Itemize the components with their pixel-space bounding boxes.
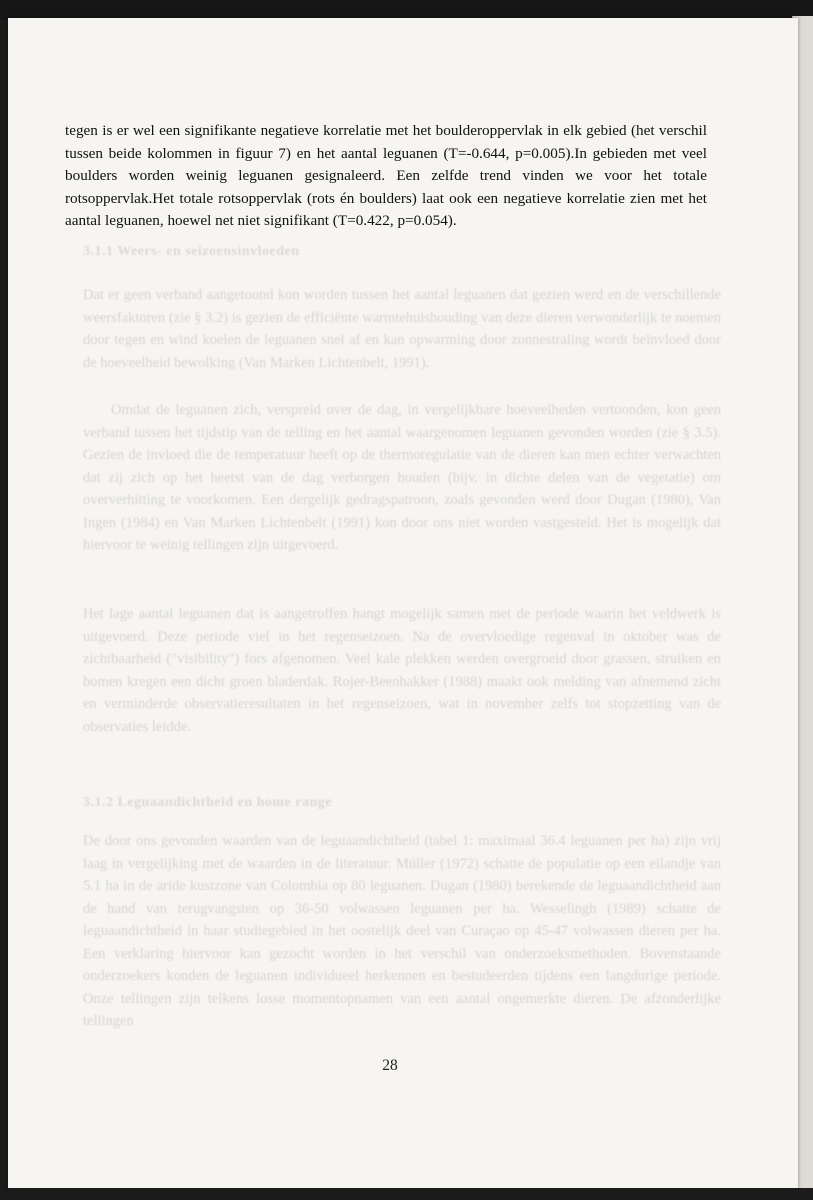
bleedthrough-heading-1: 3.1.1 Weers- en seizoensinvloeden bbox=[83, 244, 300, 259]
bleedthrough-paragraph-2: Omdat de leguanen zich, verspreid over de dag, in vergelijkbare hoeveelheden vertoonden, kon geen verband tussen het tijdstip van de telling en het aantal waargenomen leguanen gevonden worden (zie § 3.5). Gezien de invloed die de temperatuur heeft op de thermoregulatie van de dieren kan men echter verwachten dat zij zich op het heetst van de dag verborgen houden (bijv. in dichte delen van de vegetatie) om oververhitting te voorkomen. Een dergelijk gedragspatroon, zoals gevonden werd door Dugan (1980), Van Ingen (1984) en Van Marken Lichtenbelt (1991) kon door ons niet worden vastgesteld. Het is mogelijk dat hiervoor te weinig tellingen zijn uitgevoerd. bbox=[83, 402, 721, 553]
bleedthrough-paragraph-1: Dat er geen verband aangetoond kon worden tussen het aantal leguanen dat gezien werd en de verschillende weersfaktoren (zie § 3.2) is gezien de efficiënte warmtehuishouding van deze dieren verwonderlijk te noemen door tegen en wind koelen de leguanen snel af en kan opwarming door zonnestraling wordt beïnvloed door de hoeveelheid bewolking (Van Marken Lichtenbelt, 1991). bbox=[83, 287, 721, 371]
scan-bottom-border bbox=[0, 1188, 813, 1200]
bleedthrough-heading-2: 3.1.2 Leguaandichtheid en home range bbox=[83, 795, 333, 810]
page-number: 28 bbox=[382, 1057, 398, 1074]
bleedthrough-paragraph-3: Het lage aantal leguanen dat is aangetroffen hangt mogelijk samen met de periode waarin het veldwerk is uitgevoerd. Deze periode viel in het regenseizoen. Na de overvloedige regenval in oktober was de zichtbaarheid ("visibility") fors afgenomen. Veel kale plekken werden overgroeid door grassen, struiken en bomen kregen een dicht groen bladerdak. Rojer-Beenhakker (1988) maakt ook melding van afnemend zicht en verminderde observatieresultaten in het regenseizoen, wat in november zelfs tot stopzetting van de observaties leidde. bbox=[83, 606, 721, 735]
scan-top-border bbox=[0, 0, 813, 20]
body-paragraph: tegen is er wel een signifikante negatieve korrelatie met het boulderoppervlak in elk gebied (het verschil tussen beide kolommen in figuur 7) en het aantal leguanen (T=-0.644, p=0.005).In gebieden met veel boulders worden weinig leguanen gesignaleerd. Een zelfde trend vinden we voor het totale rotsoppervlak.Het totale rotsoppervlak (rots én boulders) laat ook een negatieve korrelatie zien met het aantal leguanen, hoewel net niet signifikant (T=0.422, p=0.054). bbox=[65, 122, 707, 229]
bleedthrough-paragraph-4: De door ons gevonden waarden van de leguaandichtheid (tabel 1: maximaal 36.4 leguanen per ha) zijn vrij laag in vergelijking met de waarden in de literatuur. Müller (1972) schatte de populatie op een eilandje van 5.1 ha in de aride kustzone van Colombia op 80 leguanen. Dugan (1980) berekende de leguaandichtheid aan de hand van terugvangsten op 36-50 volwassen leguanen per ha. Wesselingh (1989) schatte de leguaandichtheid in haar studiegebied in het oostelijk deel van Curaçao op 45-47 volwassen dieren per ha. Een verklaring hiervoor kan gezocht worden in het verschil van onderzoeksmethoden. Bovenstaande onderzoekers konden de leguanen individueel herkennen en bestudeerden tijdens een langdurige periode. Onze tellingen zijn telkens losse momentopnamen van een aantal ongemerkte dieren. De afzonderlijke tellingen bbox=[83, 833, 721, 1029]
